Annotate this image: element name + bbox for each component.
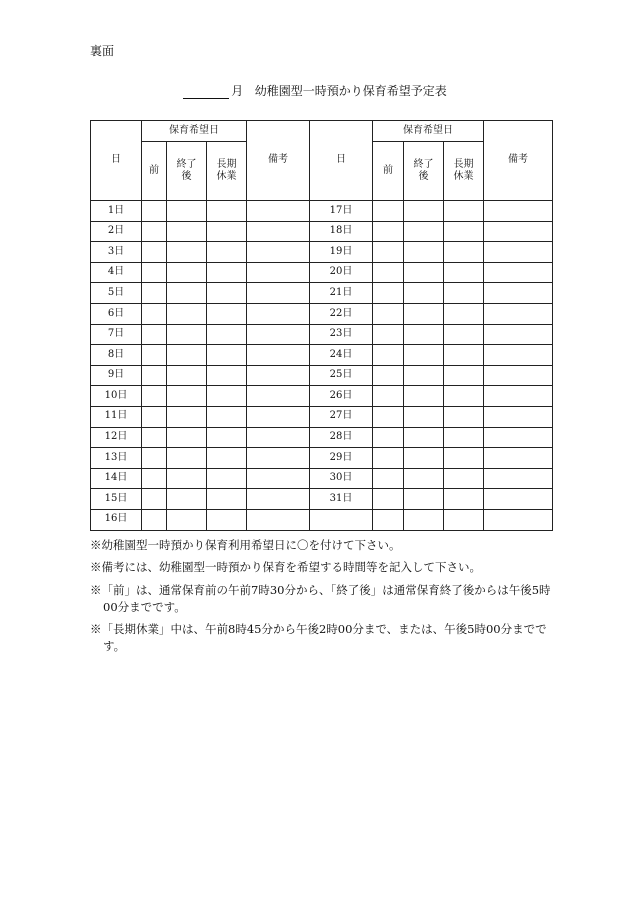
holiday-cell-left[interactable] bbox=[207, 448, 247, 469]
after-cell-left[interactable] bbox=[167, 303, 207, 324]
day-cell-left: 16日 bbox=[91, 509, 142, 530]
before-cell-left[interactable] bbox=[142, 427, 167, 448]
before-cell-left[interactable] bbox=[142, 283, 167, 304]
after-cell-right[interactable] bbox=[404, 262, 444, 283]
day-cell-right: 21日 bbox=[310, 283, 373, 304]
table-row bbox=[91, 427, 553, 448]
after-cell-right[interactable] bbox=[404, 345, 444, 366]
holiday-cell-right[interactable] bbox=[444, 365, 484, 386]
after-cell-left[interactable] bbox=[167, 283, 207, 304]
before-cell-right[interactable] bbox=[373, 489, 404, 510]
before-cell-right[interactable] bbox=[373, 406, 404, 427]
before-cell-left[interactable] bbox=[142, 303, 167, 324]
note-item: ※備考には、幼稚園型一時預かり保育を希望する時間等を記入して下さい。 bbox=[90, 560, 481, 575]
after-cell-right[interactable] bbox=[404, 221, 444, 242]
header-remarks-left: 備考 bbox=[247, 121, 310, 201]
holiday-cell-left[interactable] bbox=[207, 386, 247, 407]
remarks-cell-right[interactable] bbox=[484, 489, 553, 510]
schedule-table bbox=[90, 120, 553, 531]
remarks-cell-left[interactable] bbox=[247, 468, 310, 489]
day-cell-right: 31日 bbox=[310, 489, 373, 510]
day-cell-left: 4日 bbox=[91, 262, 142, 283]
title-text: 幼稚園型一時預かり保育希望予定表 bbox=[254, 84, 447, 98]
before-cell-right[interactable] bbox=[373, 242, 404, 263]
note-item: ※幼稚園型一時預かり保育利用希望日に〇を付けて下さい。 bbox=[90, 538, 401, 552]
holiday-cell-left[interactable] bbox=[207, 221, 247, 242]
remarks-cell-left[interactable] bbox=[247, 427, 310, 448]
remarks-cell-right[interactable] bbox=[484, 283, 553, 304]
table-row bbox=[91, 448, 553, 469]
day-cell-left: 6日 bbox=[91, 303, 142, 324]
remarks-cell-right[interactable] bbox=[484, 509, 553, 530]
remarks-cell-right[interactable] bbox=[484, 345, 553, 366]
before-cell-left[interactable] bbox=[142, 468, 167, 489]
before-cell-right[interactable] bbox=[373, 448, 404, 469]
day-cell-right: 26日 bbox=[310, 386, 373, 407]
day-cell-right: 24日 bbox=[310, 345, 373, 366]
remarks-cell-left[interactable] bbox=[247, 283, 310, 304]
before-cell-left[interactable] bbox=[142, 324, 167, 345]
before-cell-right[interactable] bbox=[373, 303, 404, 324]
table-row bbox=[91, 345, 553, 366]
before-cell-left[interactable] bbox=[142, 345, 167, 366]
remarks-cell-right[interactable] bbox=[484, 262, 553, 283]
holiday-cell-right[interactable] bbox=[444, 386, 484, 407]
holiday-cell-left[interactable] bbox=[207, 509, 247, 530]
before-cell-left[interactable] bbox=[142, 242, 167, 263]
table-row bbox=[91, 489, 553, 510]
remarks-cell-left[interactable] bbox=[247, 386, 310, 407]
remarks-cell-left[interactable] bbox=[247, 448, 310, 469]
holiday-cell-left[interactable] bbox=[207, 468, 247, 489]
holiday-cell-left[interactable] bbox=[207, 242, 247, 263]
before-cell-right[interactable] bbox=[373, 386, 404, 407]
before-cell-left[interactable] bbox=[142, 386, 167, 407]
day-cell-right: 18日 bbox=[310, 221, 373, 242]
day-cell-right: 28日 bbox=[310, 427, 373, 448]
after-cell-left[interactable] bbox=[167, 468, 207, 489]
before-cell-right[interactable] bbox=[373, 283, 404, 304]
after-cell-right[interactable] bbox=[404, 386, 444, 407]
before-cell-right[interactable] bbox=[373, 201, 404, 222]
day-cell-left: 8日 bbox=[91, 345, 142, 366]
day-cell-left: 7日 bbox=[91, 324, 142, 345]
table-row bbox=[91, 509, 553, 530]
day-cell-left: 2日 bbox=[91, 221, 142, 242]
remarks-cell-right[interactable] bbox=[484, 324, 553, 345]
remarks-cell-left[interactable] bbox=[247, 509, 310, 530]
after-cell-left[interactable] bbox=[167, 448, 207, 469]
header-day-left: 日 bbox=[91, 121, 142, 201]
remarks-cell-left[interactable] bbox=[247, 345, 310, 366]
after-cell-right[interactable] bbox=[404, 365, 444, 386]
holiday-cell-left[interactable] bbox=[207, 427, 247, 448]
remarks-cell-left[interactable] bbox=[247, 221, 310, 242]
after-cell-left[interactable] bbox=[167, 509, 207, 530]
holiday-cell-right[interactable] bbox=[444, 324, 484, 345]
header-after-right: 終了 後 bbox=[404, 142, 444, 201]
day-cell-left: 14日 bbox=[91, 468, 142, 489]
after-cell-right[interactable] bbox=[404, 242, 444, 263]
after-cell-right[interactable] bbox=[404, 448, 444, 469]
table-row bbox=[91, 468, 553, 489]
remarks-cell-right[interactable] bbox=[484, 406, 553, 427]
day-cell-right bbox=[310, 509, 373, 530]
remarks-cell-left[interactable] bbox=[247, 201, 310, 222]
day-cell-left: 13日 bbox=[91, 448, 142, 469]
after-cell-left[interactable] bbox=[167, 345, 207, 366]
header-before-right: 前 bbox=[373, 142, 404, 201]
note-item: ※「前」は、通常保育前の午前7時30分から、「終了後」は通常保育終了後からは午後5時00分までです。 bbox=[90, 582, 551, 614]
after-cell-left[interactable] bbox=[167, 406, 207, 427]
after-cell-left[interactable] bbox=[167, 386, 207, 407]
holiday-cell-left[interactable] bbox=[207, 283, 247, 304]
holiday-cell-right[interactable] bbox=[444, 406, 484, 427]
remarks-cell-left[interactable] bbox=[247, 406, 310, 427]
after-cell-right[interactable] bbox=[404, 489, 444, 510]
remarks-cell-right[interactable] bbox=[484, 242, 553, 263]
header-before-left: 前 bbox=[142, 142, 167, 201]
before-cell-right[interactable] bbox=[373, 262, 404, 283]
remarks-cell-right[interactable] bbox=[484, 448, 553, 469]
day-cell-right: 19日 bbox=[310, 242, 373, 263]
holiday-cell-right[interactable] bbox=[444, 427, 484, 448]
remarks-cell-left[interactable] bbox=[247, 324, 310, 345]
holiday-cell-right[interactable] bbox=[444, 303, 484, 324]
day-cell-left: 12日 bbox=[91, 427, 142, 448]
table-row bbox=[91, 242, 553, 263]
remarks-cell-right[interactable] bbox=[484, 386, 553, 407]
schedule-body bbox=[91, 201, 553, 531]
before-cell-right[interactable] bbox=[373, 509, 404, 530]
remarks-cell-left[interactable] bbox=[247, 303, 310, 324]
before-cell-left[interactable] bbox=[142, 406, 167, 427]
remarks-cell-right[interactable] bbox=[484, 303, 553, 324]
holiday-cell-left[interactable] bbox=[207, 324, 247, 345]
holiday-cell-right[interactable] bbox=[444, 468, 484, 489]
remarks-cell-left[interactable] bbox=[247, 262, 310, 283]
before-cell-left[interactable] bbox=[142, 448, 167, 469]
header-group-right: 保育希望日 bbox=[373, 121, 484, 142]
day-cell-left: 10日 bbox=[91, 386, 142, 407]
holiday-cell-right[interactable] bbox=[444, 201, 484, 222]
holiday-cell-right[interactable] bbox=[444, 242, 484, 263]
remarks-cell-left[interactable] bbox=[247, 489, 310, 510]
after-cell-right[interactable] bbox=[404, 303, 444, 324]
header-holiday-right: 長期 休業 bbox=[444, 142, 484, 201]
holiday-cell-right[interactable] bbox=[444, 489, 484, 510]
before-cell-left[interactable] bbox=[142, 509, 167, 530]
holiday-cell-left[interactable] bbox=[207, 262, 247, 283]
after-cell-left[interactable] bbox=[167, 365, 207, 386]
header-day-right: 日 bbox=[310, 121, 373, 201]
after-cell-right[interactable] bbox=[404, 201, 444, 222]
table-row bbox=[91, 324, 553, 345]
header-group-left: 保育希望日 bbox=[142, 121, 247, 142]
holiday-cell-left[interactable] bbox=[207, 345, 247, 366]
remarks-cell-right[interactable] bbox=[484, 221, 553, 242]
note-item: ※「長期休業」中は、午前8時45分から午後2時00分まで、または、午後5時00分までです。 bbox=[90, 622, 547, 654]
title-month-label: 月 bbox=[231, 84, 244, 98]
remarks-cell-left[interactable] bbox=[247, 242, 310, 263]
before-cell-right[interactable] bbox=[373, 427, 404, 448]
header-remarks-right: 備考 bbox=[484, 121, 553, 201]
after-cell-left[interactable] bbox=[167, 221, 207, 242]
day-cell-left: 15日 bbox=[91, 489, 142, 510]
header-holiday-left: 長期 休業 bbox=[207, 142, 247, 201]
table-row bbox=[91, 303, 553, 324]
table-row bbox=[91, 406, 553, 427]
holiday-cell-right[interactable] bbox=[444, 283, 484, 304]
before-cell-right[interactable] bbox=[373, 365, 404, 386]
day-cell-right: 30日 bbox=[310, 468, 373, 489]
remarks-cell-left[interactable] bbox=[247, 365, 310, 386]
page-title bbox=[0, 82, 630, 99]
after-cell-right[interactable] bbox=[404, 509, 444, 530]
day-cell-left: 1日 bbox=[91, 201, 142, 222]
after-cell-left[interactable] bbox=[167, 201, 207, 222]
table-row bbox=[91, 283, 553, 304]
before-cell-left[interactable] bbox=[142, 365, 167, 386]
before-cell-right[interactable] bbox=[373, 345, 404, 366]
after-cell-left[interactable] bbox=[167, 324, 207, 345]
day-cell-left: 5日 bbox=[91, 283, 142, 304]
holiday-cell-right[interactable] bbox=[444, 509, 484, 530]
day-cell-right: 25日 bbox=[310, 365, 373, 386]
notes-section bbox=[90, 537, 560, 661]
holiday-cell-right[interactable] bbox=[444, 448, 484, 469]
after-cell-right[interactable] bbox=[404, 468, 444, 489]
day-cell-right: 20日 bbox=[310, 262, 373, 283]
remarks-cell-right[interactable] bbox=[484, 201, 553, 222]
after-cell-right[interactable] bbox=[404, 324, 444, 345]
page-side-label: 裏面 bbox=[90, 44, 115, 58]
day-cell-right: 27日 bbox=[310, 406, 373, 427]
remarks-cell-right[interactable] bbox=[484, 427, 553, 448]
header-after-left: 終了 後 bbox=[167, 142, 207, 201]
holiday-cell-right[interactable] bbox=[444, 221, 484, 242]
holiday-cell-left[interactable] bbox=[207, 489, 247, 510]
before-cell-right[interactable] bbox=[373, 324, 404, 345]
after-cell-right[interactable] bbox=[404, 427, 444, 448]
day-cell-right: 17日 bbox=[310, 201, 373, 222]
before-cell-left[interactable] bbox=[142, 201, 167, 222]
after-cell-left[interactable] bbox=[167, 427, 207, 448]
before-cell-left[interactable] bbox=[142, 262, 167, 283]
day-cell-left: 3日 bbox=[91, 242, 142, 263]
day-cell-left: 9日 bbox=[91, 365, 142, 386]
after-cell-right[interactable] bbox=[404, 406, 444, 427]
table-row bbox=[91, 386, 553, 407]
holiday-cell-left[interactable] bbox=[207, 201, 247, 222]
before-cell-left[interactable] bbox=[142, 221, 167, 242]
table-row bbox=[91, 221, 553, 242]
holiday-cell-right[interactable] bbox=[444, 262, 484, 283]
holiday-cell-left[interactable] bbox=[207, 365, 247, 386]
holiday-cell-right[interactable] bbox=[444, 345, 484, 366]
day-cell-left: 11日 bbox=[91, 406, 142, 427]
day-cell-right: 23日 bbox=[310, 324, 373, 345]
table-row bbox=[91, 262, 553, 283]
holiday-cell-left[interactable] bbox=[207, 303, 247, 324]
table-row bbox=[91, 365, 553, 386]
before-cell-right[interactable] bbox=[373, 221, 404, 242]
after-cell-left[interactable] bbox=[167, 489, 207, 510]
after-cell-left[interactable] bbox=[167, 262, 207, 283]
day-cell-right: 22日 bbox=[310, 303, 373, 324]
month-blank-field[interactable] bbox=[183, 86, 229, 99]
before-cell-left[interactable] bbox=[142, 489, 167, 510]
after-cell-right[interactable] bbox=[404, 283, 444, 304]
after-cell-left[interactable] bbox=[167, 242, 207, 263]
day-cell-right: 29日 bbox=[310, 448, 373, 469]
before-cell-right[interactable] bbox=[373, 468, 404, 489]
remarks-cell-right[interactable] bbox=[484, 365, 553, 386]
holiday-cell-left[interactable] bbox=[207, 406, 247, 427]
remarks-cell-right[interactable] bbox=[484, 468, 553, 489]
table-row bbox=[91, 201, 553, 222]
